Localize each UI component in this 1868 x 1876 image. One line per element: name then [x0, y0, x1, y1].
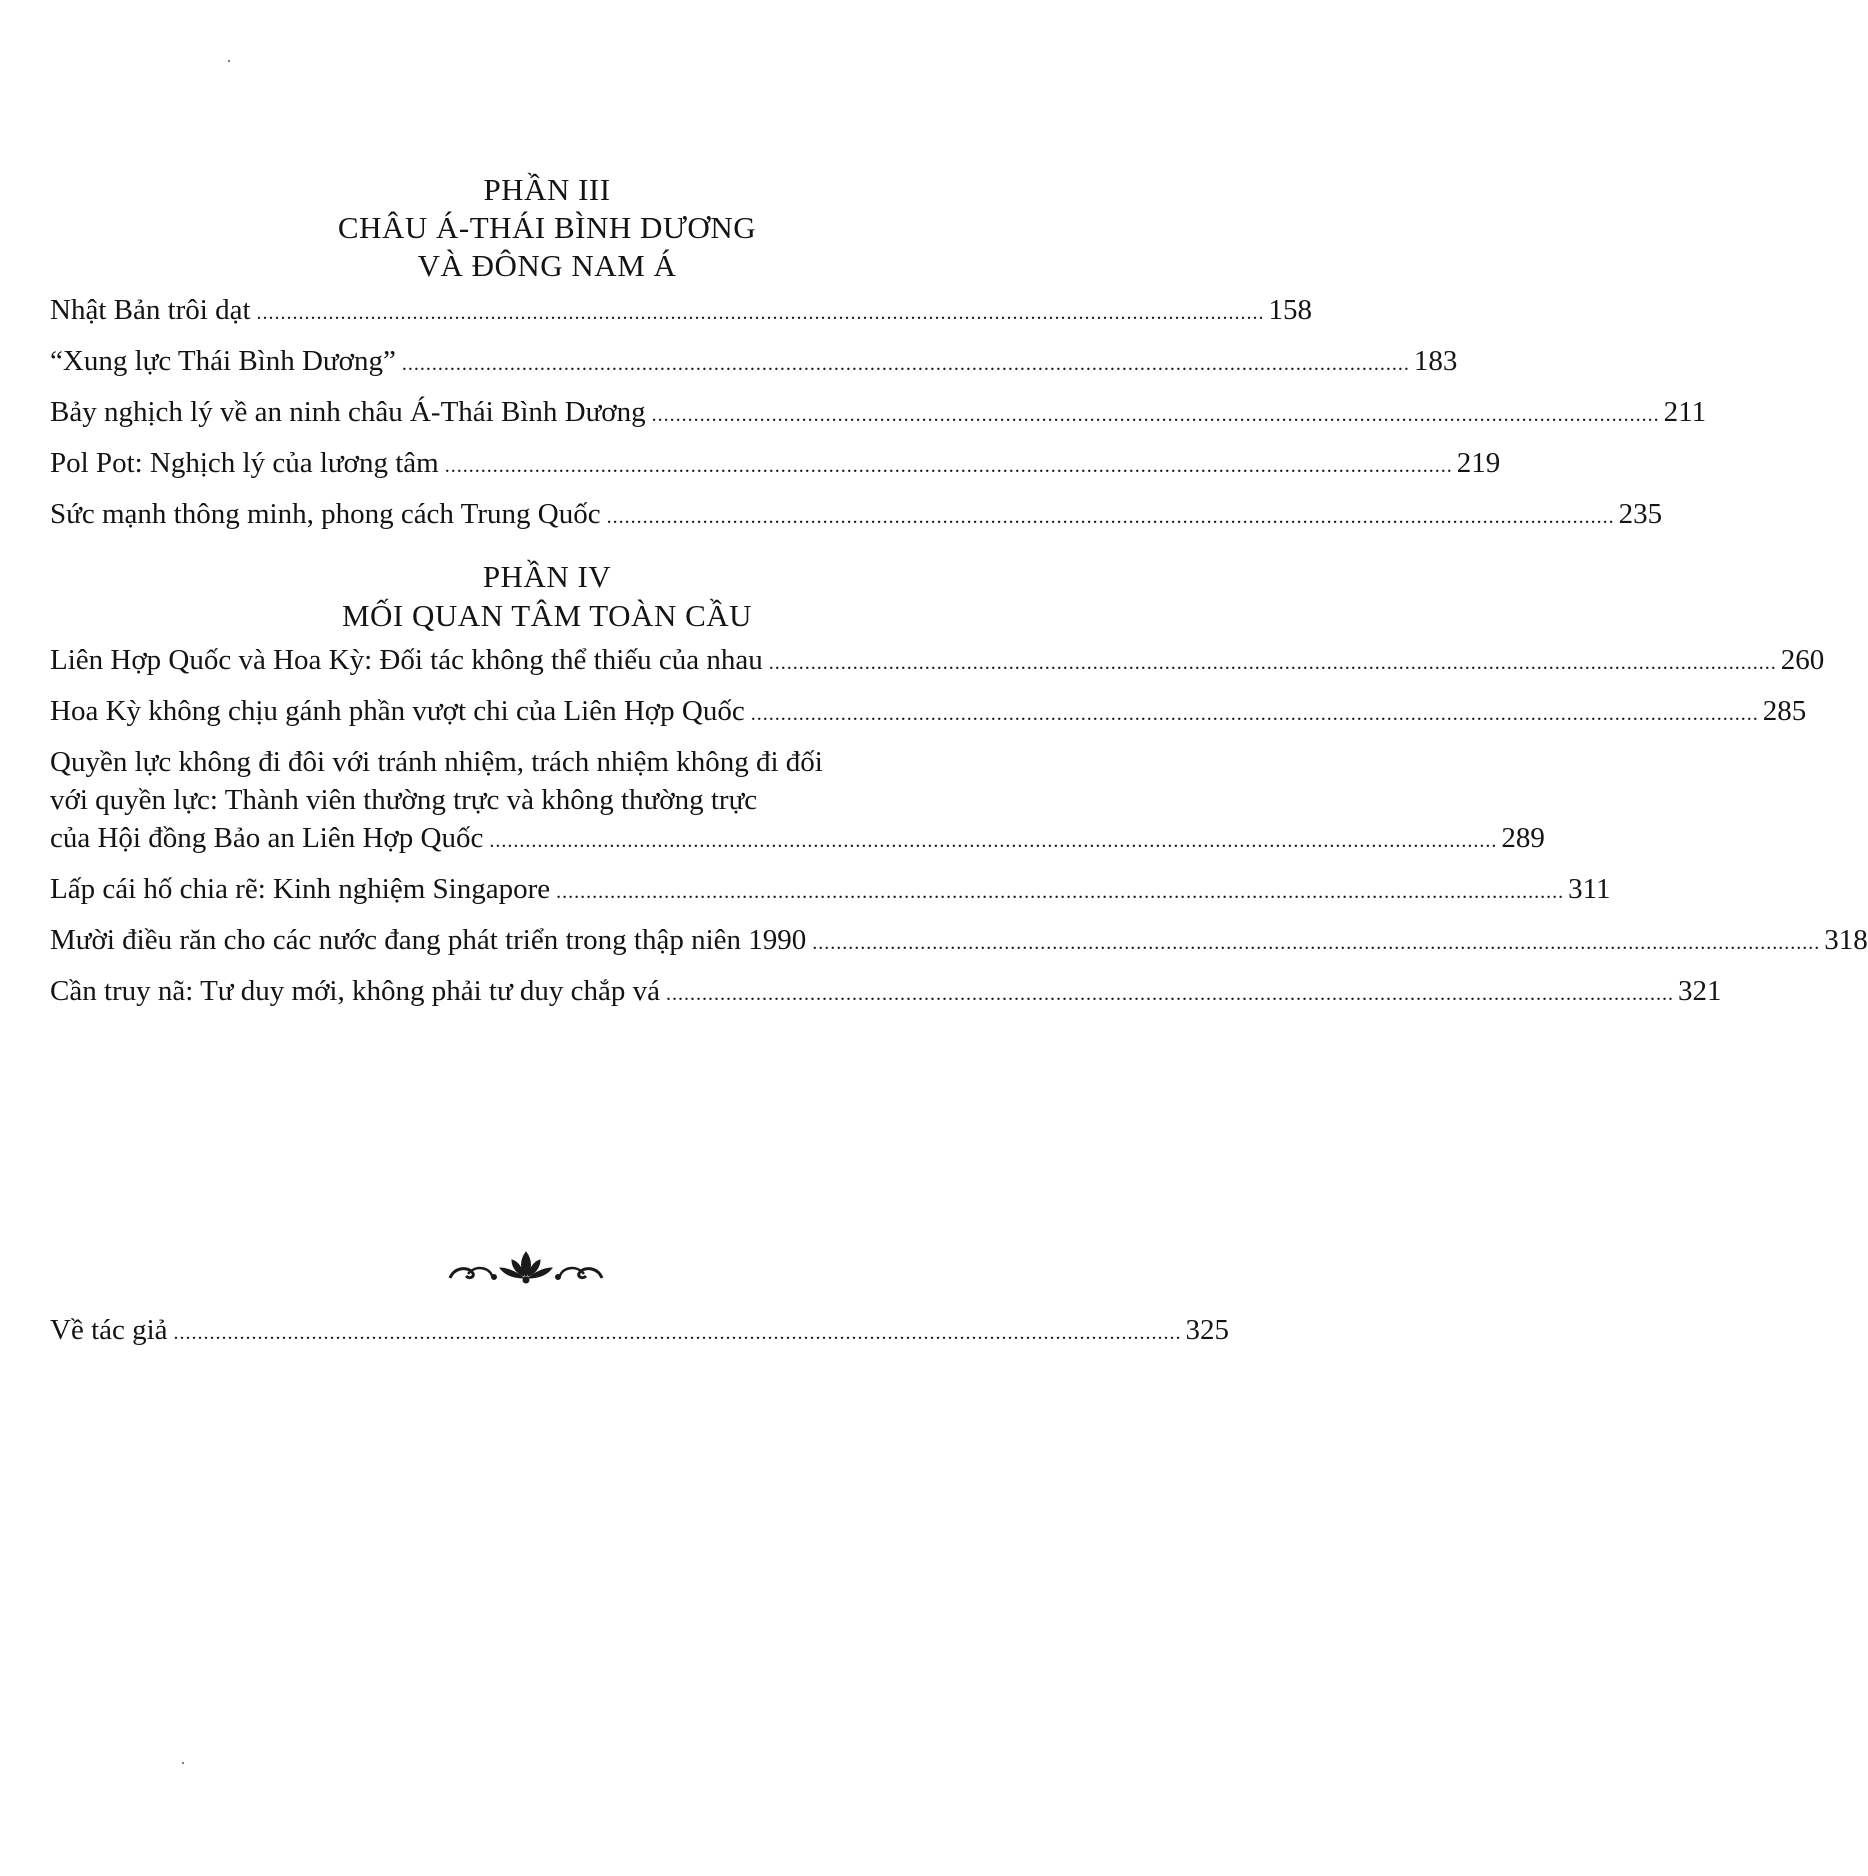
toc-entry-page: 321 — [1678, 975, 1722, 1007]
toc-entry-page: 211 — [1663, 396, 1707, 428]
toc-entry[interactable] — [50, 394, 1707, 433]
part-iv-title-line-1: MỐI QUAN TÂM TOÀN CẦU — [341, 598, 753, 633]
dot-leader: ........................................................................................................................................................................ — [556, 881, 1565, 903]
toc-entry-title: Về tác giả — [50, 1314, 168, 1346]
toc-entry[interactable] — [50, 820, 1545, 859]
toc-entry[interactable] — [50, 642, 1825, 681]
toc-entry-page: 311 — [1568, 873, 1611, 905]
toc-entry-title: Lấp cái hố chia rẽ: Kinh nghiệm Singapore — [50, 873, 551, 905]
part-iii-title-line-1: CHÂU Á-THÁI BÌNH DƯƠNG — [337, 210, 757, 245]
part-iii-title-line-2: VÀ ĐÔNG NAM Á — [417, 248, 677, 283]
toc-entry-title: Sức mạnh thông minh, phong cách Trung Quốc — [50, 498, 601, 530]
toc-entry-title-line-1: Quyền lực không đi đôi với tránh nhiệm, trách nhiệm không đi đối — [50, 746, 823, 778]
decorative-flourish-icon — [446, 1246, 606, 1286]
toc-entry[interactable] — [50, 343, 1458, 382]
toc-entry-page: 219 — [1456, 447, 1501, 479]
toc-entry-title: “Xung lực Thái Bình Dương” — [50, 345, 396, 377]
toc-entry-page: 285 — [1762, 695, 1807, 727]
dot-leader: ........................................................................................................................................................................ — [444, 455, 1453, 477]
dot-leader: ........................................................................................................................................................................ — [768, 652, 1777, 674]
toc-entry-page: 289 — [1501, 822, 1545, 854]
toc-entry-title: Liên Hợp Quốc và Hoa Kỳ: Đối tác không thể thiếu của nhau — [50, 644, 763, 676]
toc-entry-title: của Hội đồng Bảo an Liên Hợp Quốc — [50, 822, 484, 854]
toc-entry[interactable] — [50, 1312, 1230, 1351]
toc-entry[interactable] — [50, 922, 1868, 961]
toc-entry-page: 260 — [1780, 644, 1825, 676]
toc-entry-title: Bảy nghịch lý về an ninh châu Á-Thái Bình Dương — [50, 396, 646, 428]
dot-leader: ........................................................................................................................................................................ — [401, 353, 1410, 375]
dot-leader: ........................................................................................................................................................................ — [173, 1322, 1182, 1344]
part-iii-heading: PHẦN III — [483, 172, 611, 207]
toc-entry-page: 158 — [1268, 294, 1313, 326]
toc-entry-title: Pol Pot: Nghịch lý của lương tâm — [50, 447, 439, 479]
dot-leader: ........................................................................................................................................................................ — [256, 302, 1265, 324]
toc-entry[interactable] — [50, 292, 1313, 331]
toc-entry-title-line-2: với quyền lực: Thành viên thường trực và không thường trực — [50, 784, 758, 816]
dot-leader: ........................................................................................................................................................................ — [651, 404, 1660, 426]
scan-speck — [228, 60, 230, 62]
toc-entry-page: 325 — [1185, 1314, 1230, 1346]
toc-entry-title: Hoa Kỳ không chịu gánh phần vượt chi của Liên Hợp Quốc — [50, 695, 745, 727]
dot-leader: ........................................................................................................................................................................ — [750, 703, 1759, 725]
toc-entry[interactable] — [50, 445, 1501, 484]
toc-entry[interactable] — [50, 693, 1807, 732]
toc-entry[interactable] — [50, 973, 1722, 1012]
dot-leader: ........................................................................................................................................................................ — [489, 830, 1498, 852]
toc-entry-page: 318 — [1824, 924, 1868, 956]
part-iv-heading: PHẦN IV — [482, 559, 612, 594]
toc-entry[interactable] — [50, 871, 1611, 910]
toc-entry-page: 235 — [1618, 498, 1663, 530]
toc-entry-title: Nhật Bản trôi dạt — [50, 294, 251, 326]
toc-entry[interactable] — [50, 496, 1663, 535]
dot-leader: ........................................................................................................................................................................ — [606, 506, 1615, 528]
dot-leader: ........................................................................................................................................................................ — [666, 983, 1675, 1005]
dot-leader: ........................................................................................................................................................................ — [812, 932, 1821, 954]
scan-speck — [182, 1762, 184, 1764]
toc-entry-page: 183 — [1413, 345, 1458, 377]
toc-entry-title: Cần truy nã: Tư duy mới, không phải tư duy chắp vá — [50, 975, 661, 1007]
toc-entry-title: Mười điều răn cho các nước đang phát triển trong thập niên 1990 — [50, 924, 807, 956]
